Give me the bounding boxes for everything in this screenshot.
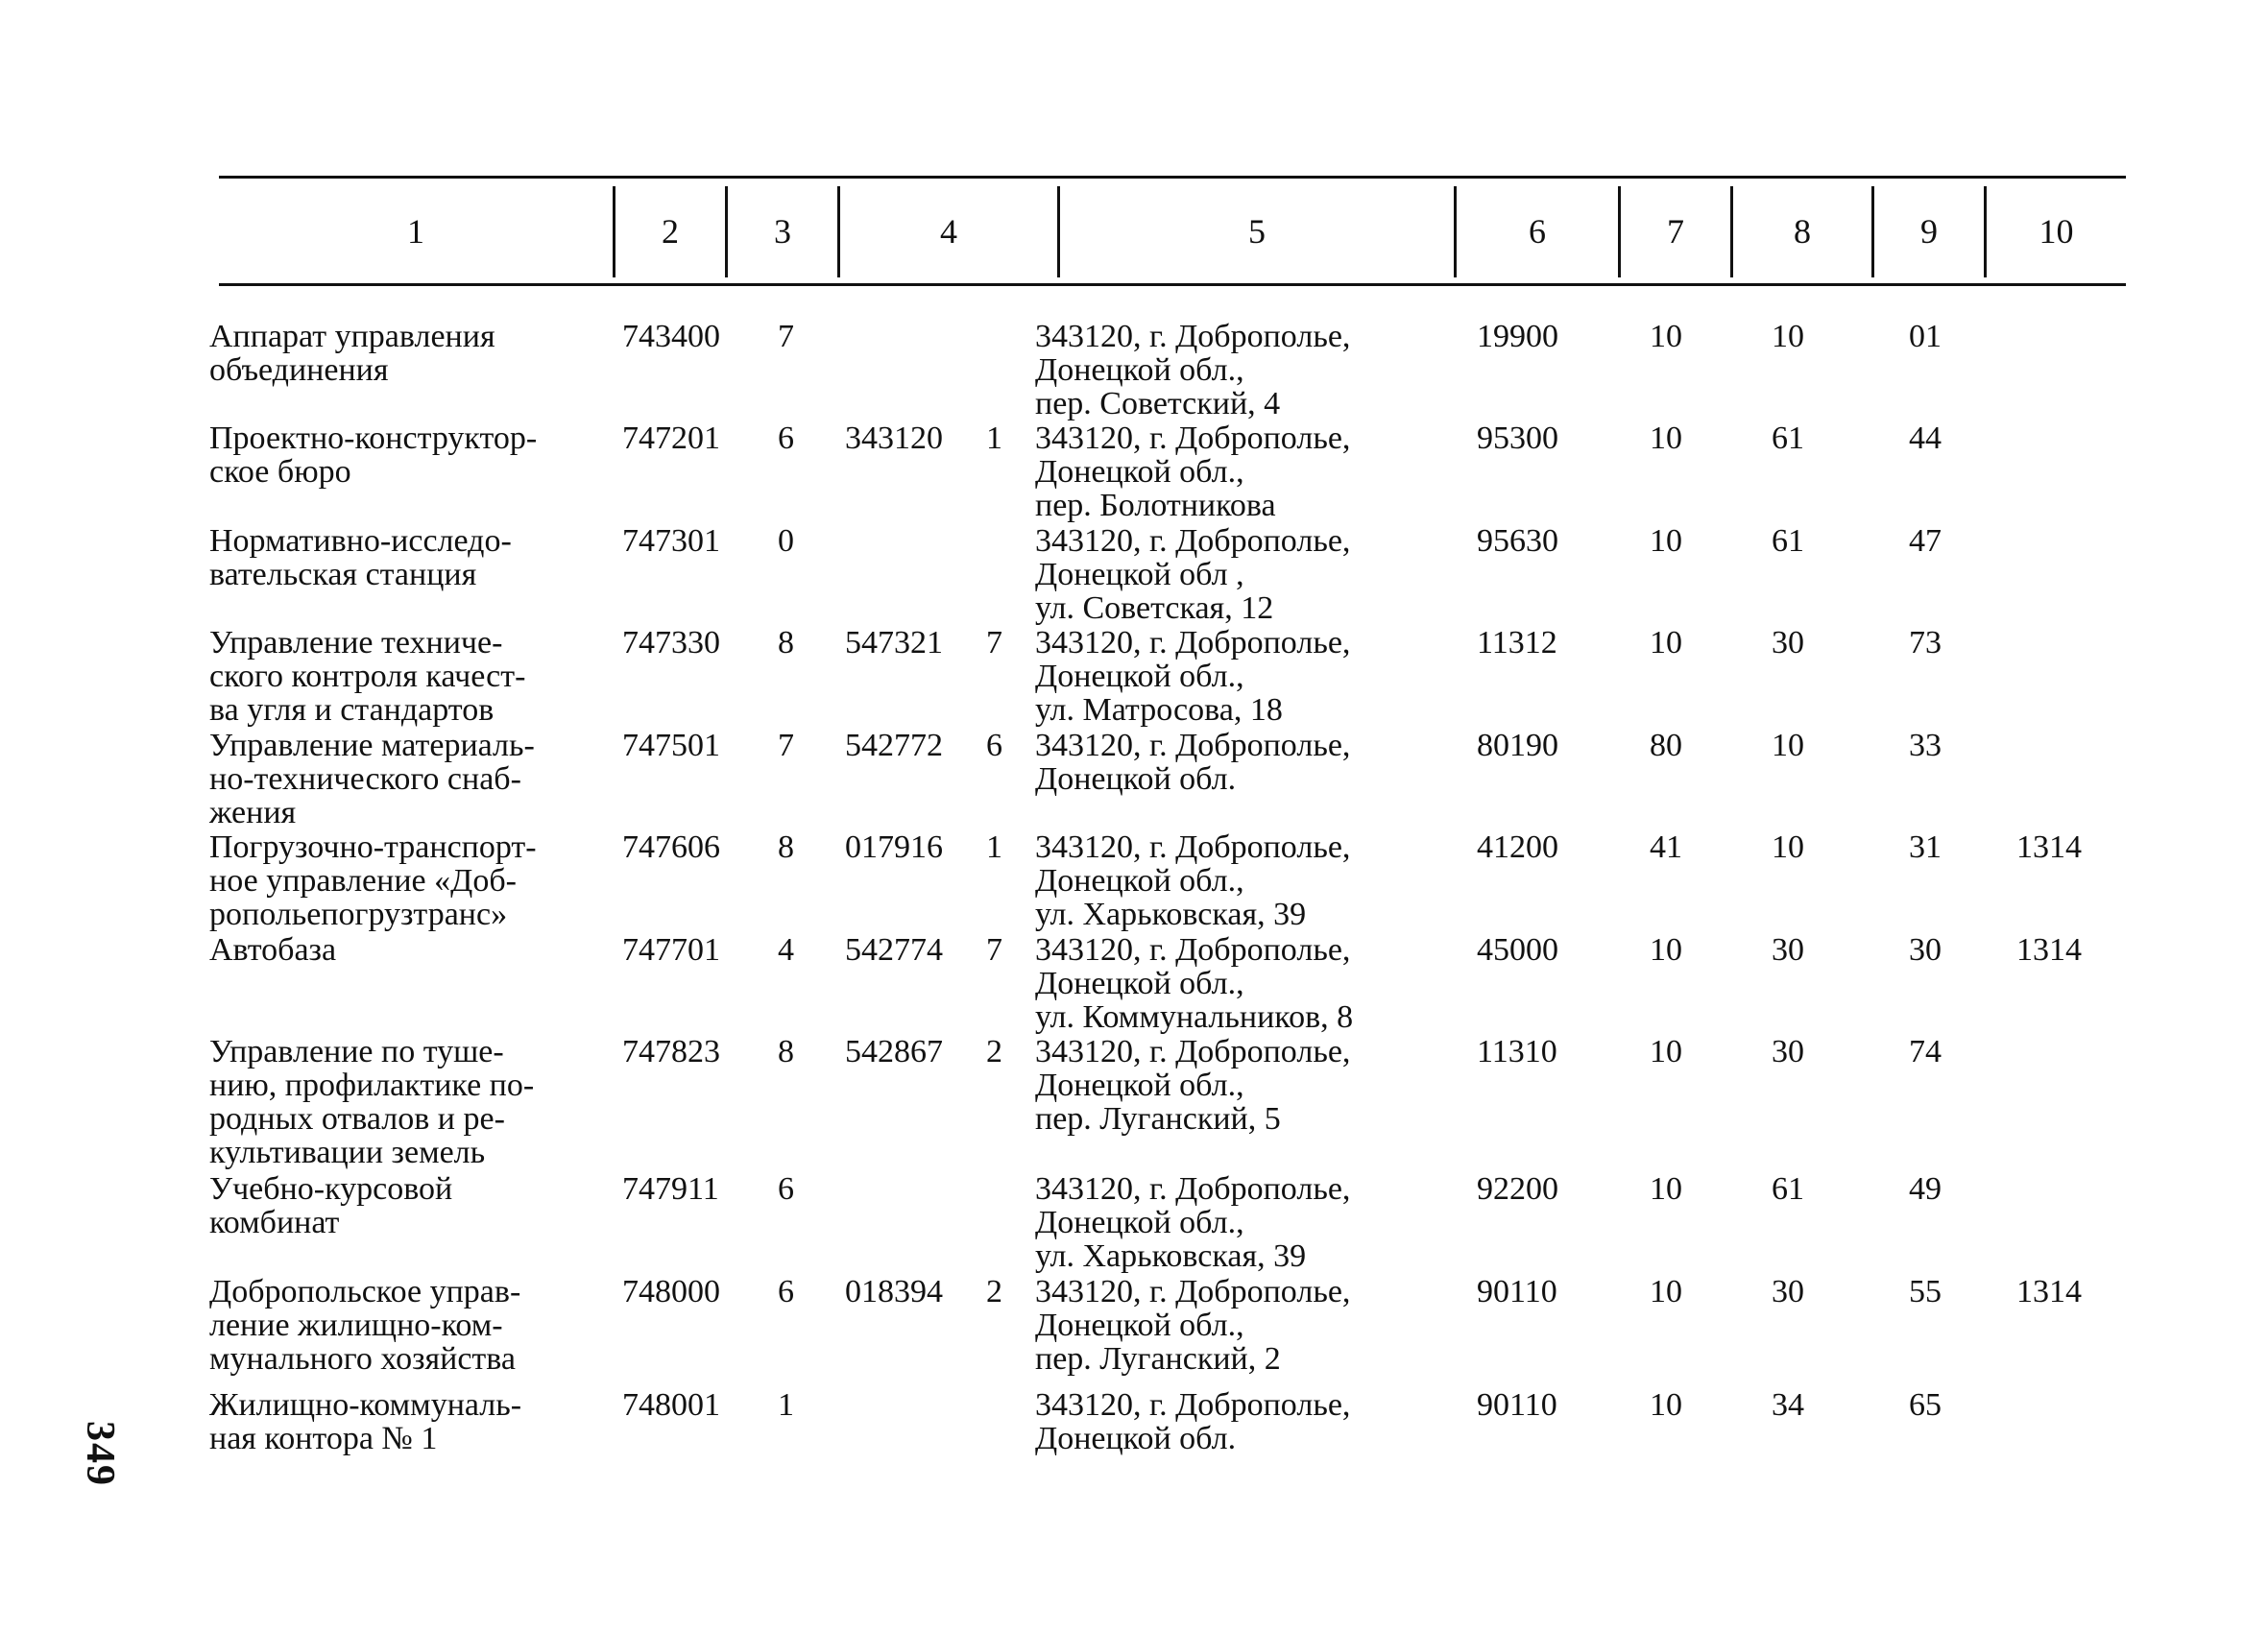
code-col-9: 55 [1909, 1274, 1942, 1309]
code-col-2: 747823 [622, 1034, 720, 1069]
table-row [0, 1172, 2268, 1275]
code-col-2: 747330 [622, 625, 720, 660]
table-row [0, 524, 2268, 626]
code-col-3: 8 [778, 625, 794, 660]
code-col-7: 10 [1650, 319, 1682, 354]
code-col-2: 747701 [622, 932, 720, 968]
code-col-6: 80190 [1477, 728, 1558, 763]
address: 343120, г. Доброполье, Донецкой обл., пер. Луганский, 5 [1035, 1034, 1351, 1137]
code-col-4: 547321 [845, 625, 943, 660]
code-col-7: 10 [1650, 1171, 1682, 1207]
code-col-10: 1314 [2016, 829, 2082, 865]
address: 343120, г. Доброполье, Донецкой обл , ул. Советская, 12 [1035, 523, 1351, 626]
code-col-4: 542867 [845, 1034, 943, 1069]
code-col-3: 0 [778, 523, 794, 559]
table-row [0, 933, 2268, 1035]
table-row [0, 1035, 2268, 1172]
header-col-1: 1 [407, 211, 424, 251]
address: 343120, г. Доброполье, Донецкой обл., ул. Матросова, 18 [1035, 625, 1351, 728]
org-name: Погрузочно-транспорт- ное управление «Доб- ропольепогрузтранс» [209, 829, 537, 932]
code-col-8: 30 [1772, 932, 1804, 968]
address: 343120, г. Доброполье, Донецкой обл., пер. Советский, 4 [1035, 319, 1351, 421]
code-col-3: 6 [778, 1274, 794, 1309]
header-col-7: 7 [1667, 211, 1684, 251]
code-col-6: 90110 [1477, 1274, 1557, 1309]
code-col-6: 19900 [1477, 319, 1558, 354]
code-col-8: 30 [1772, 1274, 1804, 1309]
code-col-4-digit: 2 [986, 1274, 1002, 1309]
code-col-7: 41 [1650, 829, 1682, 865]
table-header [219, 179, 2126, 283]
org-name: Аппарат управления объединения [209, 319, 495, 388]
code-col-4: 343120 [845, 420, 943, 456]
code-col-7: 10 [1650, 1274, 1682, 1309]
code-col-8: 10 [1772, 728, 1804, 763]
code-col-2: 748001 [622, 1387, 720, 1423]
address: 343120, г. Доброполье, Донецкой обл., ул. Харьковская, 39 [1035, 829, 1351, 932]
table-row [0, 626, 2268, 729]
code-col-3: 4 [778, 932, 794, 968]
org-name: Добропольское управ- ление жилищно-ком- мунального хозяйства [209, 1274, 521, 1377]
code-col-4-digit: 1 [986, 829, 1002, 865]
code-col-8: 10 [1772, 319, 1804, 354]
header-col-9: 9 [1920, 211, 1938, 251]
address: 343120, г. Доброполье, Донецкой обл., ул. Харьковская, 39 [1035, 1171, 1351, 1274]
code-col-6: 95630 [1477, 523, 1558, 559]
org-name: Управление по туше- нию, профилактике по- родных отвалов и ре- культивации земель [209, 1034, 535, 1170]
header-col-8: 8 [1794, 211, 1811, 251]
code-col-3: 8 [778, 829, 794, 865]
code-col-6: 11312 [1477, 625, 1557, 660]
address: 343120, г. Доброполье, Донецкой обл. [1035, 1387, 1351, 1456]
code-col-4: 018394 [845, 1274, 943, 1309]
header-col-2: 2 [662, 211, 679, 251]
code-col-9: 44 [1909, 420, 1942, 456]
header-col-4: 4 [940, 211, 957, 251]
code-col-8: 30 [1772, 625, 1804, 660]
code-col-6: 11310 [1477, 1034, 1557, 1069]
code-col-9: 47 [1909, 523, 1942, 559]
table-row [0, 1388, 2268, 1465]
code-col-10: 1314 [2016, 932, 2082, 968]
code-col-7: 10 [1650, 523, 1682, 559]
header-col-10: 10 [2039, 211, 2074, 251]
code-col-6: 92200 [1477, 1171, 1558, 1207]
code-col-6: 45000 [1477, 932, 1558, 968]
code-col-4-digit: 2 [986, 1034, 1002, 1069]
code-col-7: 10 [1650, 932, 1682, 968]
code-col-8: 34 [1772, 1387, 1804, 1423]
code-col-4-digit: 7 [986, 625, 1002, 660]
code-col-4-digit: 6 [986, 728, 1002, 763]
code-col-3: 7 [778, 728, 794, 763]
code-col-9: 31 [1909, 829, 1942, 865]
org-name: Автобаза [209, 932, 337, 968]
code-col-10: 1314 [2016, 1274, 2082, 1309]
code-col-8: 10 [1772, 829, 1804, 865]
table-row [0, 729, 2268, 830]
org-name: Нормативно-исследо- вательская станция [209, 523, 512, 592]
table-row [0, 421, 2268, 524]
code-col-2: 747301 [622, 523, 720, 559]
org-name: Учебно-курсовой комбинат [209, 1171, 453, 1240]
code-col-9: 73 [1909, 625, 1942, 660]
code-col-7: 10 [1650, 420, 1682, 456]
code-col-6: 95300 [1477, 420, 1558, 456]
header-col-5: 5 [1248, 211, 1266, 251]
code-col-6: 41200 [1477, 829, 1558, 865]
table-header-rule [219, 283, 2126, 286]
header-col-3: 3 [774, 211, 791, 251]
code-col-9: 30 [1909, 932, 1942, 968]
code-col-2: 747911 [622, 1171, 719, 1207]
code-col-3: 6 [778, 420, 794, 456]
address: 343120, г. Доброполье, Донецкой обл., ул. Коммунальников, 8 [1035, 932, 1354, 1035]
code-col-9: 01 [1909, 319, 1942, 354]
code-col-3: 6 [778, 1171, 794, 1207]
code-col-2: 747606 [622, 829, 720, 865]
table-row [0, 1275, 2268, 1388]
address: 343120, г. Доброполье, Донецкой обл. [1035, 728, 1351, 797]
code-col-3: 8 [778, 1034, 794, 1069]
code-col-7: 10 [1650, 1387, 1682, 1423]
code-col-4-digit: 1 [986, 420, 1002, 456]
code-col-6: 90110 [1477, 1387, 1557, 1423]
code-col-3: 7 [778, 319, 794, 354]
code-col-2: 747201 [622, 420, 720, 456]
code-col-8: 61 [1772, 1171, 1804, 1207]
org-name: Проектно-конструктор- ское бюро [209, 420, 538, 490]
code-col-9: 65 [1909, 1387, 1942, 1423]
code-col-2: 747501 [622, 728, 720, 763]
code-col-9: 33 [1909, 728, 1942, 763]
code-col-2: 748000 [622, 1274, 720, 1309]
code-col-7: 80 [1650, 728, 1682, 763]
code-col-4: 017916 [845, 829, 943, 865]
code-col-8: 61 [1772, 523, 1804, 559]
org-name: Управление техниче- ского контроля качест- ва угля и стандартов [209, 625, 526, 728]
code-col-4: 542772 [845, 728, 943, 763]
table-body [0, 320, 2268, 1465]
address: 343120, г. Доброполье, Донецкой обл., пер. Луганский, 2 [1035, 1274, 1351, 1377]
code-col-9: 49 [1909, 1171, 1942, 1207]
code-col-3: 1 [778, 1387, 794, 1423]
org-name: Жилищно-коммуналь- ная контора № 1 [209, 1387, 522, 1456]
code-col-8: 61 [1772, 420, 1804, 456]
address: 343120, г. Доброполье, Донецкой обл., пер. Болотникова [1035, 420, 1351, 523]
code-col-4-digit: 7 [986, 932, 1002, 968]
code-col-4: 542774 [845, 932, 943, 968]
org-name: Управление материаль- но-технического снаб- жения [209, 728, 535, 830]
header-col-6: 6 [1529, 211, 1546, 251]
table-row [0, 320, 2268, 421]
code-col-7: 10 [1650, 625, 1682, 660]
page-number: 349 [78, 1421, 122, 1487]
code-col-2: 743400 [622, 319, 720, 354]
code-col-9: 74 [1909, 1034, 1942, 1069]
code-col-8: 30 [1772, 1034, 1804, 1069]
code-col-7: 10 [1650, 1034, 1682, 1069]
table-row [0, 830, 2268, 933]
